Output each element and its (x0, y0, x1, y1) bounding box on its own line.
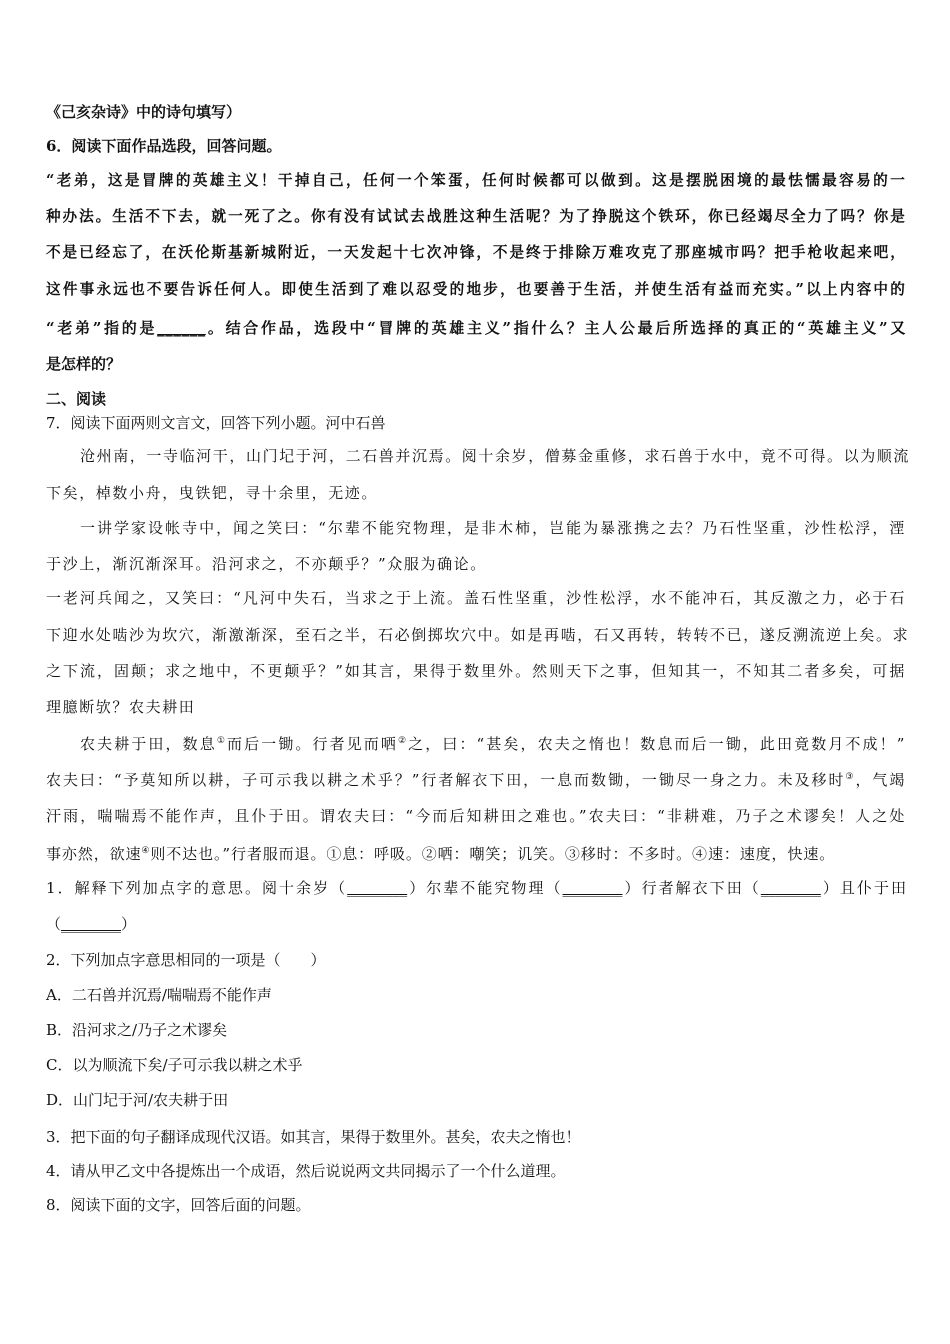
text-segment: 则不达也。”行者服而退。①息：呼吸。②哂：嘲笑；讥笑。③移时：不多时。④速：速度，快速。 (150, 845, 836, 863)
footnote-marker: ② (397, 736, 409, 746)
q6-passage-line: 种办法。生活不下去，就一死了之。你有没有试试去战胜这种生活呢？为了挣脱这个铁环，你已经竭尽全力了吗？你是 (46, 208, 906, 225)
text-segment: 之，曰：“甚矣，农夫之惰也！数息而后一锄，此田竟数月不成！” (408, 735, 906, 753)
text-segment: ）行者解衣下田（ (622, 879, 761, 897)
q6-passage-line: 不是已经忘了，在沃伦斯基新城附近，一天发起十七次冲锋，不是终于排除万难攻克了那座城市吗？把手枪收起来吧， (46, 244, 906, 261)
text-segment: ） (121, 915, 137, 933)
classical-text-line: 下矣，棹数小舟，曳铁钯，寻十余里，无迹。 (46, 484, 379, 502)
q7-sub1 (46, 877, 906, 899)
q7-sub3: 3．把下面的句子翻译成现代汉语。如其言，果得于数里外。甚矣，农夫之惰也！ (46, 1128, 581, 1146)
section-heading: 二、阅读 (46, 390, 107, 408)
classical-text-line: 理臆断欤？农夫耕田 (46, 698, 196, 716)
option-b[interactable]: B．沿河求之/乃子之术谬矣 (46, 1021, 228, 1039)
q7-intro: 7．阅读下面两则文言文，回答下列小题。河中石兽 (46, 414, 386, 432)
q6-question-line: 是怎样的？ (46, 355, 122, 373)
answer-blank[interactable]: ________ (760, 879, 821, 897)
q6-question-text: “老弟”指的是 (46, 319, 158, 337)
classical-text-line: 于沙上，渐沉渐深耳。沿河求之，不亦颠乎？”众服为确论。 (46, 555, 487, 573)
classical-text-line (80, 733, 906, 755)
classical-text-line: 汗雨，喘喘焉不能作声，且仆于田。谓农夫曰：“今而后知耕田之难也。”农夫曰：“非耕难，乃子之术谬矣！人之处 (46, 807, 906, 825)
text-segment: ）且仆于田 (820, 879, 906, 897)
text-segment: ）尔辈不能究物理（ (407, 879, 563, 897)
text-segment: 1．解释下列加点字的意思。阅十余岁（ (46, 879, 348, 897)
classical-text-line: 之下流，固颠；求之地中，不更颠乎？”如其言，果得于数里外。然则天下之事，但知其一，不知其二者多矣，可据 (46, 662, 906, 680)
footnote-marker: ① (216, 736, 227, 746)
classical-text-line (46, 843, 906, 865)
answer-blank[interactable]: ________ (347, 879, 408, 897)
q6-passage-line: “老弟，这是冒牌的英雄主义！干掉自己，任何一个笨蛋，任何时候都可以做到。这是摆脱困境的最怯懦最容易的一 (46, 172, 906, 189)
text-segment: ，气竭 (855, 771, 906, 789)
q6-question-line (46, 317, 906, 339)
q7-sub4: 4．请从甲乙文中各提炼出一个成语，然后说说两文共同揭示了一个什么道理。 (46, 1162, 566, 1180)
classical-text-line: 沧州南，一寺临河干，山门圮于河，二石兽并沉焉。阅十余岁，僧募金重修，求石兽于水中，竟不可得。以为顺流 (80, 447, 911, 465)
answer-blank[interactable]: ________ (562, 879, 623, 897)
footnote-marker: ④ (141, 846, 151, 856)
answer-blank[interactable]: ______ (157, 319, 206, 337)
text-segment: 事亦然，欲速 (46, 845, 142, 863)
text-segment: 农夫耕于田，数息 (80, 735, 217, 753)
classical-text-line: 下迎水处啮沙为坎穴，渐激渐深，至石之半，石必倒掷坎穴中。如是再啮，石又再转，转转不已，遂反溯流逆上矣。求 (46, 626, 910, 644)
q7-sub1-cont (46, 913, 906, 935)
classical-text-line (46, 769, 906, 791)
text-segment: 而后一锄。行者见而哂 (226, 735, 398, 753)
answer-blank[interactable]: ________ (61, 915, 122, 933)
q8-prompt: 8．阅读下面的文字，回答后面的问题。 (46, 1196, 311, 1214)
option-a[interactable]: A．二石兽并沉焉/喘喘焉不能作声 (46, 986, 272, 1004)
q5-tail: 《己亥杂诗》中的诗句填写） (46, 103, 242, 121)
footnote-marker: ③ (845, 772, 856, 782)
q6-prompt: 6．阅读下面作品选段，回答问题。 (46, 137, 282, 155)
classical-text-line: 一讲学家设帐寺中，闻之笑曰：“尔辈不能究物理，是非木柿，岂能为暴涨携之去？乃石性坚重，沙性松浮，湮 (80, 519, 906, 537)
q7-sub2: 2．下列加点字意思相同的一项是（ ） (46, 951, 326, 969)
classical-text-line: 一老河兵闻之，又笑曰：“凡河中失石，当求之于上流。盖石性坚重，沙性松浮，水不能冲石，其反激之力，必于石 (46, 589, 906, 607)
text-segment: （ (46, 915, 62, 933)
option-d[interactable]: D．山门圮于河/农夫耕于田 (46, 1091, 229, 1109)
text-segment: 农夫曰：“予莫知所以耕，子可示我以耕之术乎？”行者解衣下田，一息而数锄，一锄尽一身之力。未及移时 (46, 771, 846, 789)
q6-passage-line: 这件事永远也不要告诉任何人。即使生活到了难以忍受的地步，也要善于生活，并使生活有益而充实。”以上内容中的 (46, 281, 906, 298)
option-c[interactable]: C．以为顺流下矣/子可示我以耕之术乎 (46, 1056, 303, 1074)
q6-question-text: 。结合作品，选段中“冒牌的英雄主义”指什么？主人公最后所选择的真正的“英雄主义”又 (205, 319, 906, 337)
